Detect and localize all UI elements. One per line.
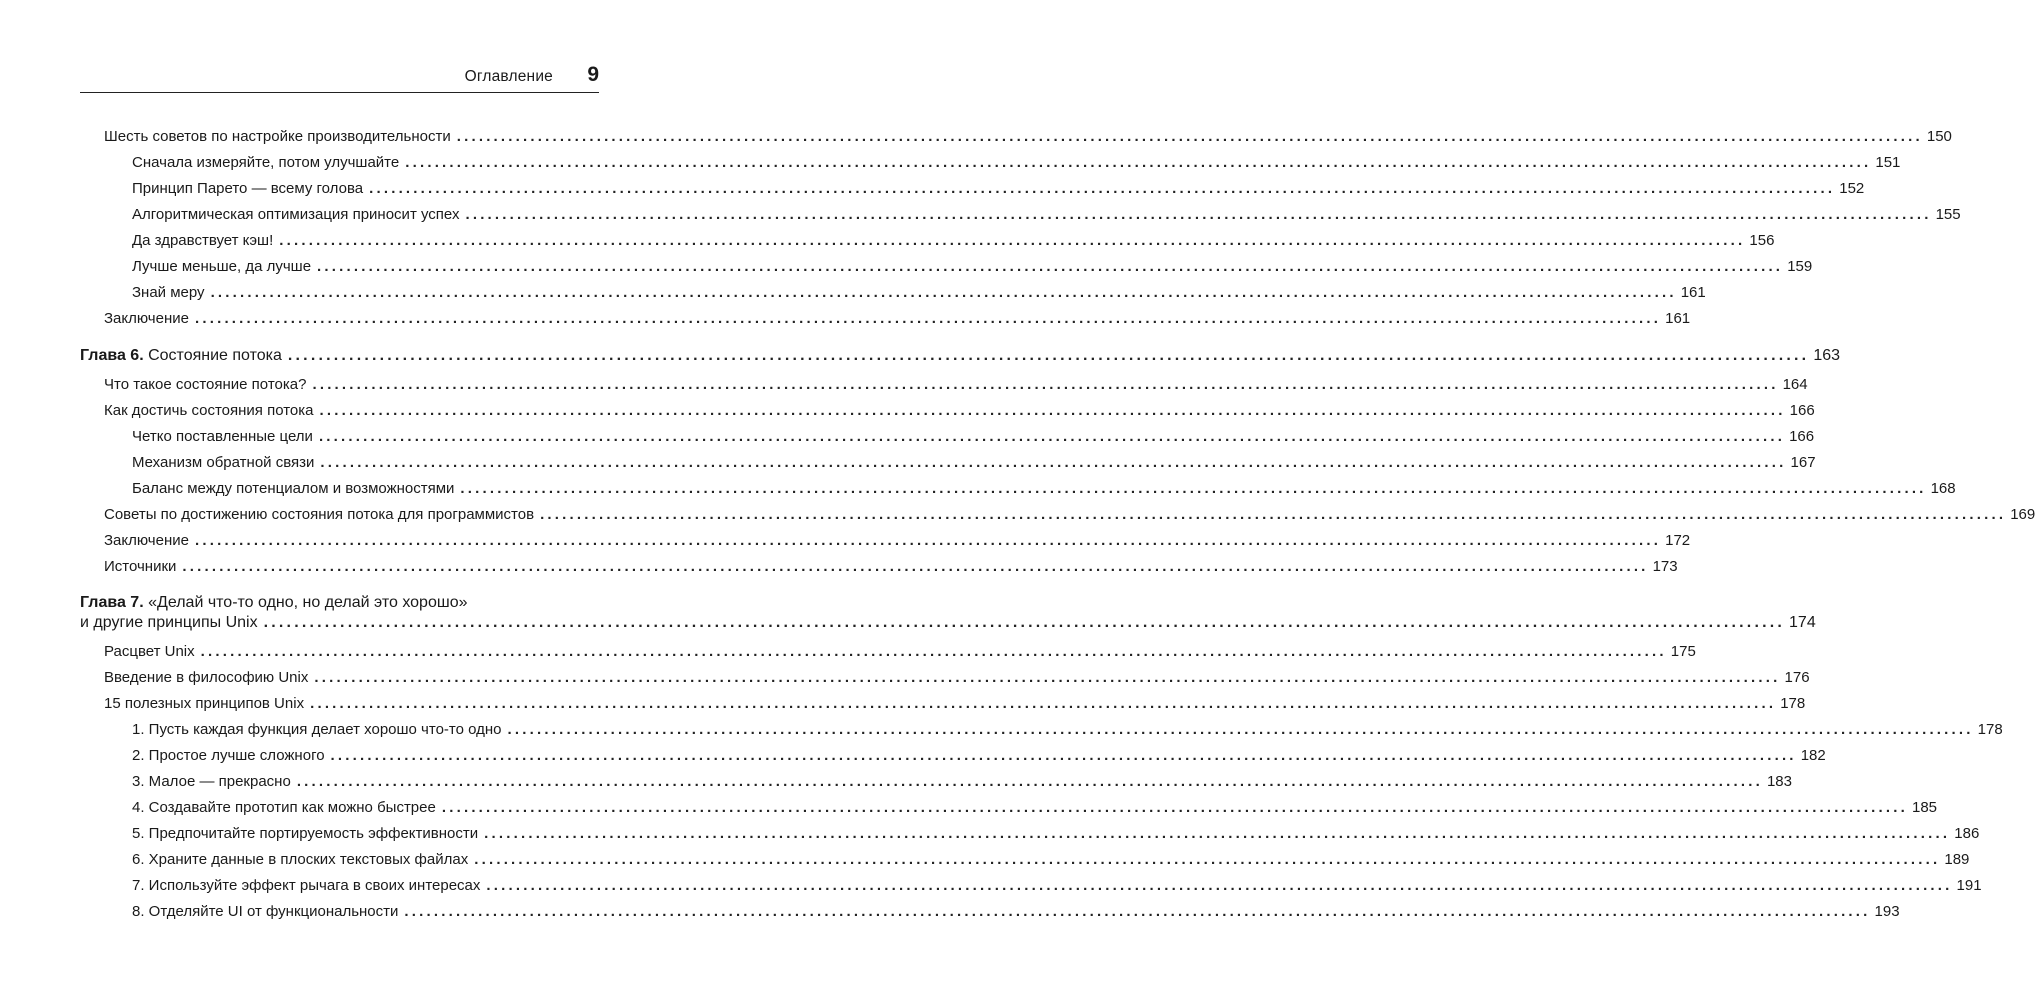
toc-entry-title: 3. Малое — прекрасно — [132, 773, 291, 790]
toc-entry-page: 185 — [1911, 799, 1938, 816]
dot-leader: ....................................................................................................................................................................................................... — [287, 347, 1810, 364]
dot-leader: ....................................................................................................................................................................................................... — [369, 180, 1836, 197]
toc-entry[interactable] — [132, 825, 1980, 843]
dot-leader: ....................................................................................................................................................................................................... — [405, 154, 1872, 171]
toc-entry-title: 2. Простое лучше сложного — [132, 747, 325, 764]
chapter-title: «Делай что-то одно, но делай это хорошо» — [143, 594, 468, 611]
toc-entry[interactable] — [132, 877, 1982, 895]
toc-entry-page: 176 — [1784, 669, 1810, 686]
toc-entry[interactable] — [104, 506, 2035, 524]
toc-entry-page: 169 — [2010, 506, 2035, 523]
toc-entry[interactable] — [104, 310, 1691, 328]
dot-leader: ....................................................................................................................................................................................................... — [318, 428, 1786, 445]
toc-entry[interactable] — [132, 454, 1816, 472]
toc-entry-page: 178 — [1780, 695, 1806, 712]
toc-entry-page: 183 — [1766, 773, 1792, 790]
dot-leader: ....................................................................................................................................................................................................... — [540, 506, 2007, 523]
dot-leader: ....................................................................................................................................................................................................... — [474, 851, 1941, 868]
toc-entry-title: Алгоритмическая оптимизация приносит успех — [132, 206, 460, 223]
toc-entry[interactable] — [132, 154, 1901, 172]
toc-entry[interactable] — [132, 721, 2003, 739]
dot-leader: ....................................................................................................................................................................................................... — [314, 669, 1781, 686]
toc-entry-title: 1. Пусть каждая функция делает хорошо что-то одно — [132, 721, 502, 738]
dot-leader: ....................................................................................................................................................................................................... — [194, 532, 1662, 549]
toc-entry-title: Знай меру — [132, 284, 205, 301]
toc-entry-page: 182 — [1800, 747, 1826, 764]
toc-entry-page: 172 — [1665, 532, 1691, 549]
dot-leader: ....................................................................................................................................................................................................... — [279, 232, 1746, 249]
running-header-title: Оглавление — [464, 68, 553, 85]
toc-entry-title: Да здравствует кэш! — [132, 232, 274, 249]
toc-entry-title: Советы по достижению состояния потока для программистов — [104, 506, 535, 523]
toc-entry-page: 163 — [1813, 347, 1841, 364]
toc-entry[interactable] — [132, 799, 1938, 817]
dot-leader: ....................................................................................................................................................................................................... — [507, 721, 1974, 738]
toc-entry-title: 4. Создавайте прототип как можно быстрее — [132, 799, 436, 816]
toc-entry-page: 175 — [1670, 643, 1696, 660]
dot-leader: ....................................................................................................................................................................................................... — [200, 643, 1667, 660]
toc-entry-title: Заключение — [104, 532, 189, 549]
toc-entry-page: 166 — [1789, 428, 1815, 445]
toc-entry[interactable] — [132, 747, 1826, 765]
toc-entry-page: 168 — [1930, 480, 1956, 497]
toc-entry[interactable] — [104, 669, 1810, 687]
dot-leader: ....................................................................................................................................................................................................... — [319, 402, 1786, 419]
toc-entry-title: Механизм обратной связи — [132, 454, 315, 471]
dot-leader: ....................................................................................................................................................................................................... — [317, 258, 1784, 275]
toc-entry-page: 166 — [1789, 402, 1815, 419]
toc-entry-title: Источники — [104, 558, 177, 575]
dot-leader: ....................................................................................................................................................................................................... — [460, 480, 1927, 497]
toc-chapter-7[interactable] — [80, 614, 1816, 632]
dot-leader: ....................................................................................................................................................................................................... — [456, 128, 1923, 145]
toc-entry-page: 152 — [1839, 180, 1865, 197]
toc-entry-page: 151 — [1875, 154, 1901, 171]
toc-entry[interactable] — [104, 128, 1952, 146]
dot-leader: ....................................................................................................................................................................................................... — [441, 799, 1908, 816]
toc-entry-title: 7. Используйте эффект рычага в своих интересах — [132, 877, 481, 894]
toc-entry-title: 6. Храните данные в плоских текстовых файлах — [132, 851, 469, 868]
toc-entry-title: Как достичь состояния потока — [104, 402, 314, 419]
running-header — [80, 62, 599, 93]
toc-entry[interactable] — [132, 903, 1900, 921]
toc-entry-title: 5. Предпочитайте портируемость эффективности — [132, 825, 479, 842]
toc-entry-page: 193 — [1874, 903, 1900, 920]
chapter-label: Глава 6. — [80, 347, 144, 364]
toc-entry[interactable] — [132, 428, 1815, 446]
dot-leader: ....................................................................................................................................................................................................... — [465, 206, 1932, 223]
toc-entry-page: 186 — [1954, 825, 1980, 842]
toc-entry-title: Баланс между потенциалом и возможностями — [132, 480, 455, 497]
toc-entry[interactable] — [104, 695, 1806, 713]
toc-entry[interactable] — [104, 643, 1696, 661]
toc-entry-title: 15 полезных принципов Unix — [104, 695, 305, 712]
chapter-title-cont: и другие принципы Unix — [80, 614, 258, 631]
toc-entry[interactable] — [132, 851, 1970, 869]
toc-entry[interactable] — [132, 773, 1792, 791]
toc-entry[interactable] — [132, 258, 1813, 276]
toc-entry-page: 189 — [1944, 851, 1970, 868]
toc-entry-title: Четко поставленные цели — [132, 428, 313, 445]
toc-entry-title: Шесть советов по настройке производительности — [104, 128, 451, 145]
dot-leader: ....................................................................................................................................................................................................... — [210, 284, 1677, 301]
chapter-label: Глава 7. — [80, 594, 144, 611]
dot-leader: ....................................................................................................................................................................................................... — [263, 614, 1786, 631]
dot-leader: ....................................................................................................................................................................................................... — [330, 747, 1797, 764]
toc-entry-page: 161 — [1665, 310, 1691, 327]
toc-entry-page: 156 — [1749, 232, 1775, 249]
toc-entry[interactable] — [132, 480, 1956, 498]
toc-entry-title: Что такое состояние потока? — [104, 376, 307, 393]
dot-leader: ....................................................................................................................................................................................................... — [296, 773, 1763, 790]
toc-chapter-6[interactable] — [80, 347, 1841, 365]
toc-entry-page: 161 — [1680, 284, 1706, 301]
toc-entry[interactable] — [104, 558, 1678, 576]
toc-entry-page: 191 — [1956, 877, 1982, 894]
dot-leader: ....................................................................................................................................................................................................... — [194, 310, 1662, 327]
chapter-title: Состояние потока — [143, 347, 282, 364]
toc-entry-page: 178 — [1977, 721, 2003, 738]
toc-entry[interactable] — [132, 284, 1706, 302]
toc-entry[interactable] — [104, 532, 1691, 550]
dot-leader: ....................................................................................................................................................................................................... — [320, 454, 1787, 471]
dot-leader: ....................................................................................................................................................................................................... — [486, 877, 1953, 894]
page-number: 9 — [587, 63, 599, 86]
toc-entry-title: Введение в философию Unix — [104, 669, 309, 686]
toc-chapter-7-line1[interactable] — [80, 594, 467, 612]
dot-leader: ....................................................................................................................................................................................................... — [312, 376, 1779, 393]
toc-entry[interactable] — [132, 206, 1961, 224]
toc-entry-page: 159 — [1787, 258, 1813, 275]
toc-entry[interactable] — [132, 180, 1865, 198]
dot-leader: ....................................................................................................................................................................................................... — [310, 695, 1777, 712]
toc-entry-title: Принцип Парето — всему голова — [132, 180, 364, 197]
toc-entry-page: 173 — [1652, 558, 1678, 575]
dot-leader: ....................................................................................................................................................................................................... — [404, 903, 1871, 920]
toc-entry-page: 155 — [1935, 206, 1961, 223]
toc-entry-page: 174 — [1789, 614, 1816, 631]
toc-entry-page: 164 — [1782, 376, 1808, 393]
dot-leader: ....................................................................................................................................................................................................... — [484, 825, 1951, 842]
toc-entry-page: 167 — [1790, 454, 1816, 471]
toc-entry[interactable] — [132, 232, 1775, 250]
toc-entry[interactable] — [104, 402, 1815, 420]
toc-entry-title: 8. Отделяйте UI от функциональности — [132, 903, 399, 920]
toc-entry-title: Расцвет Unix — [104, 643, 195, 660]
dot-leader: ....................................................................................................................................................................................................... — [182, 558, 1649, 575]
toc-entry-page: 150 — [1926, 128, 1952, 145]
toc-entry-title: Лучше меньше, да лучше — [132, 258, 312, 275]
toc-entry[interactable] — [104, 376, 1808, 394]
toc-entry-title: Сначала измеряйте, потом улучшайте — [132, 154, 400, 171]
toc-entry-title: Заключение — [104, 310, 189, 327]
